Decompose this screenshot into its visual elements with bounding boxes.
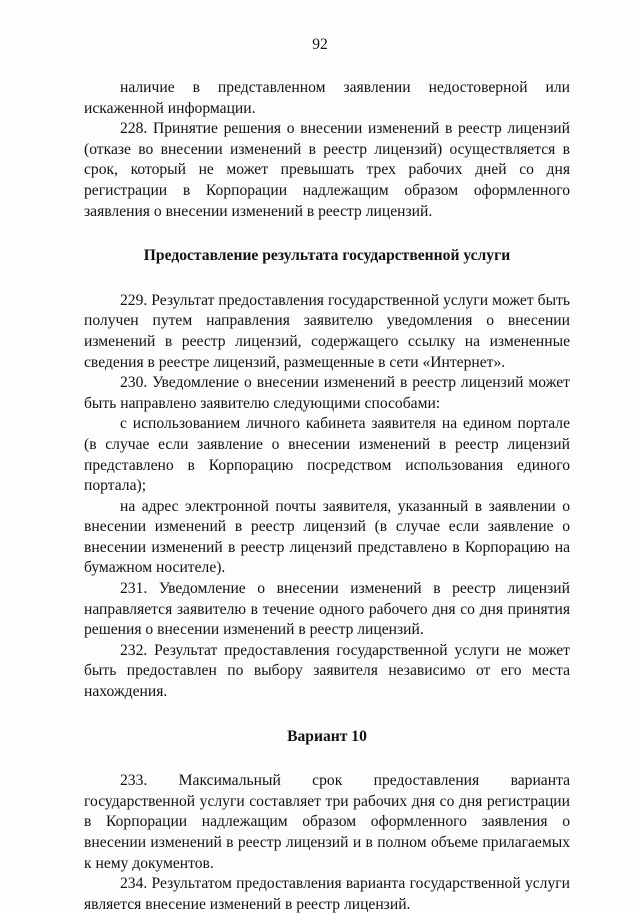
- page-number: 92: [312, 36, 328, 53]
- paragraph-230: 230. Уведомление о внесении изменений в реестр лицензий может быть направлено заявителю следующими способами:: [84, 374, 570, 412]
- paragraph-230-method-portal: с использованием личного кабинета заявителя на едином портале (в случае если заявление о внесении изменений в реестр лицензий представлено в Корпорацию посредством использования единого портала);: [84, 415, 570, 495]
- spacer: [84, 222, 570, 246]
- spacer: [84, 747, 570, 771]
- paragraph-231: 231. Уведомление о внесении изменений в реестр лицензий направляется заявителю в течение одного рабочего дня со дня принятия решения о внесении изменений в реестр лицензий.: [84, 580, 570, 639]
- paragraph-233: 233. Максимальный срок предоставления варианта государственной услуги составляет три рабочих дня со дня регистрации в Корпорации надлежащим образом оформленного заявления о внесении изменений в реестр лицензий и в полном объеме прилагаемых к нему документов.: [84, 772, 570, 872]
- document-body: [84, 78, 570, 915]
- section-heading-result: Предоставление результата государственной услуги: [143, 247, 511, 265]
- spacer: [84, 267, 570, 291]
- paragraph-230-method-email: на адрес электронной почты заявителя, указанный в заявлении о внесении изменений в реестр лицензий (в случае если заявление о внесении изменений в реестр лицензий представлено в Корпорацию на бумажном носителе).: [84, 497, 570, 577]
- spacer: [84, 703, 570, 727]
- paragraph-234: 234. Результатом предоставления варианта государственной услуги является внесение изменений в реестр лицензий.: [84, 875, 570, 913]
- paragraph-232: 232. Результат предоставления государственной услуги не может быть предоставлен по выбору заявителя независимо от его места нахождения.: [84, 641, 570, 701]
- paragraph-continuation: наличие в представленном заявлении недостоверной или искаженной информации.: [84, 79, 570, 117]
- section-heading-variant: Вариант 10: [287, 727, 367, 745]
- paragraph-228: 228. Принятие решения о внесении изменений в реестр лицензий (отказе во внесении изменений в реестр лицензий) осуществляется в срок, который не может превышать трех рабочих дней со дня регистрации в Корпорации надлежащим образом оформленного заявления о внесении изменений в реестр лицензий.: [84, 120, 570, 220]
- paragraph-229: 229. Результат предоставления государственной услуги может быть получен путем направления заявителю уведомления о внесении изменений в реестр лицензий, содержащего ссылку на измененные сведения в реестре лицензий, размещенные в сети «Интернет».: [84, 291, 570, 371]
